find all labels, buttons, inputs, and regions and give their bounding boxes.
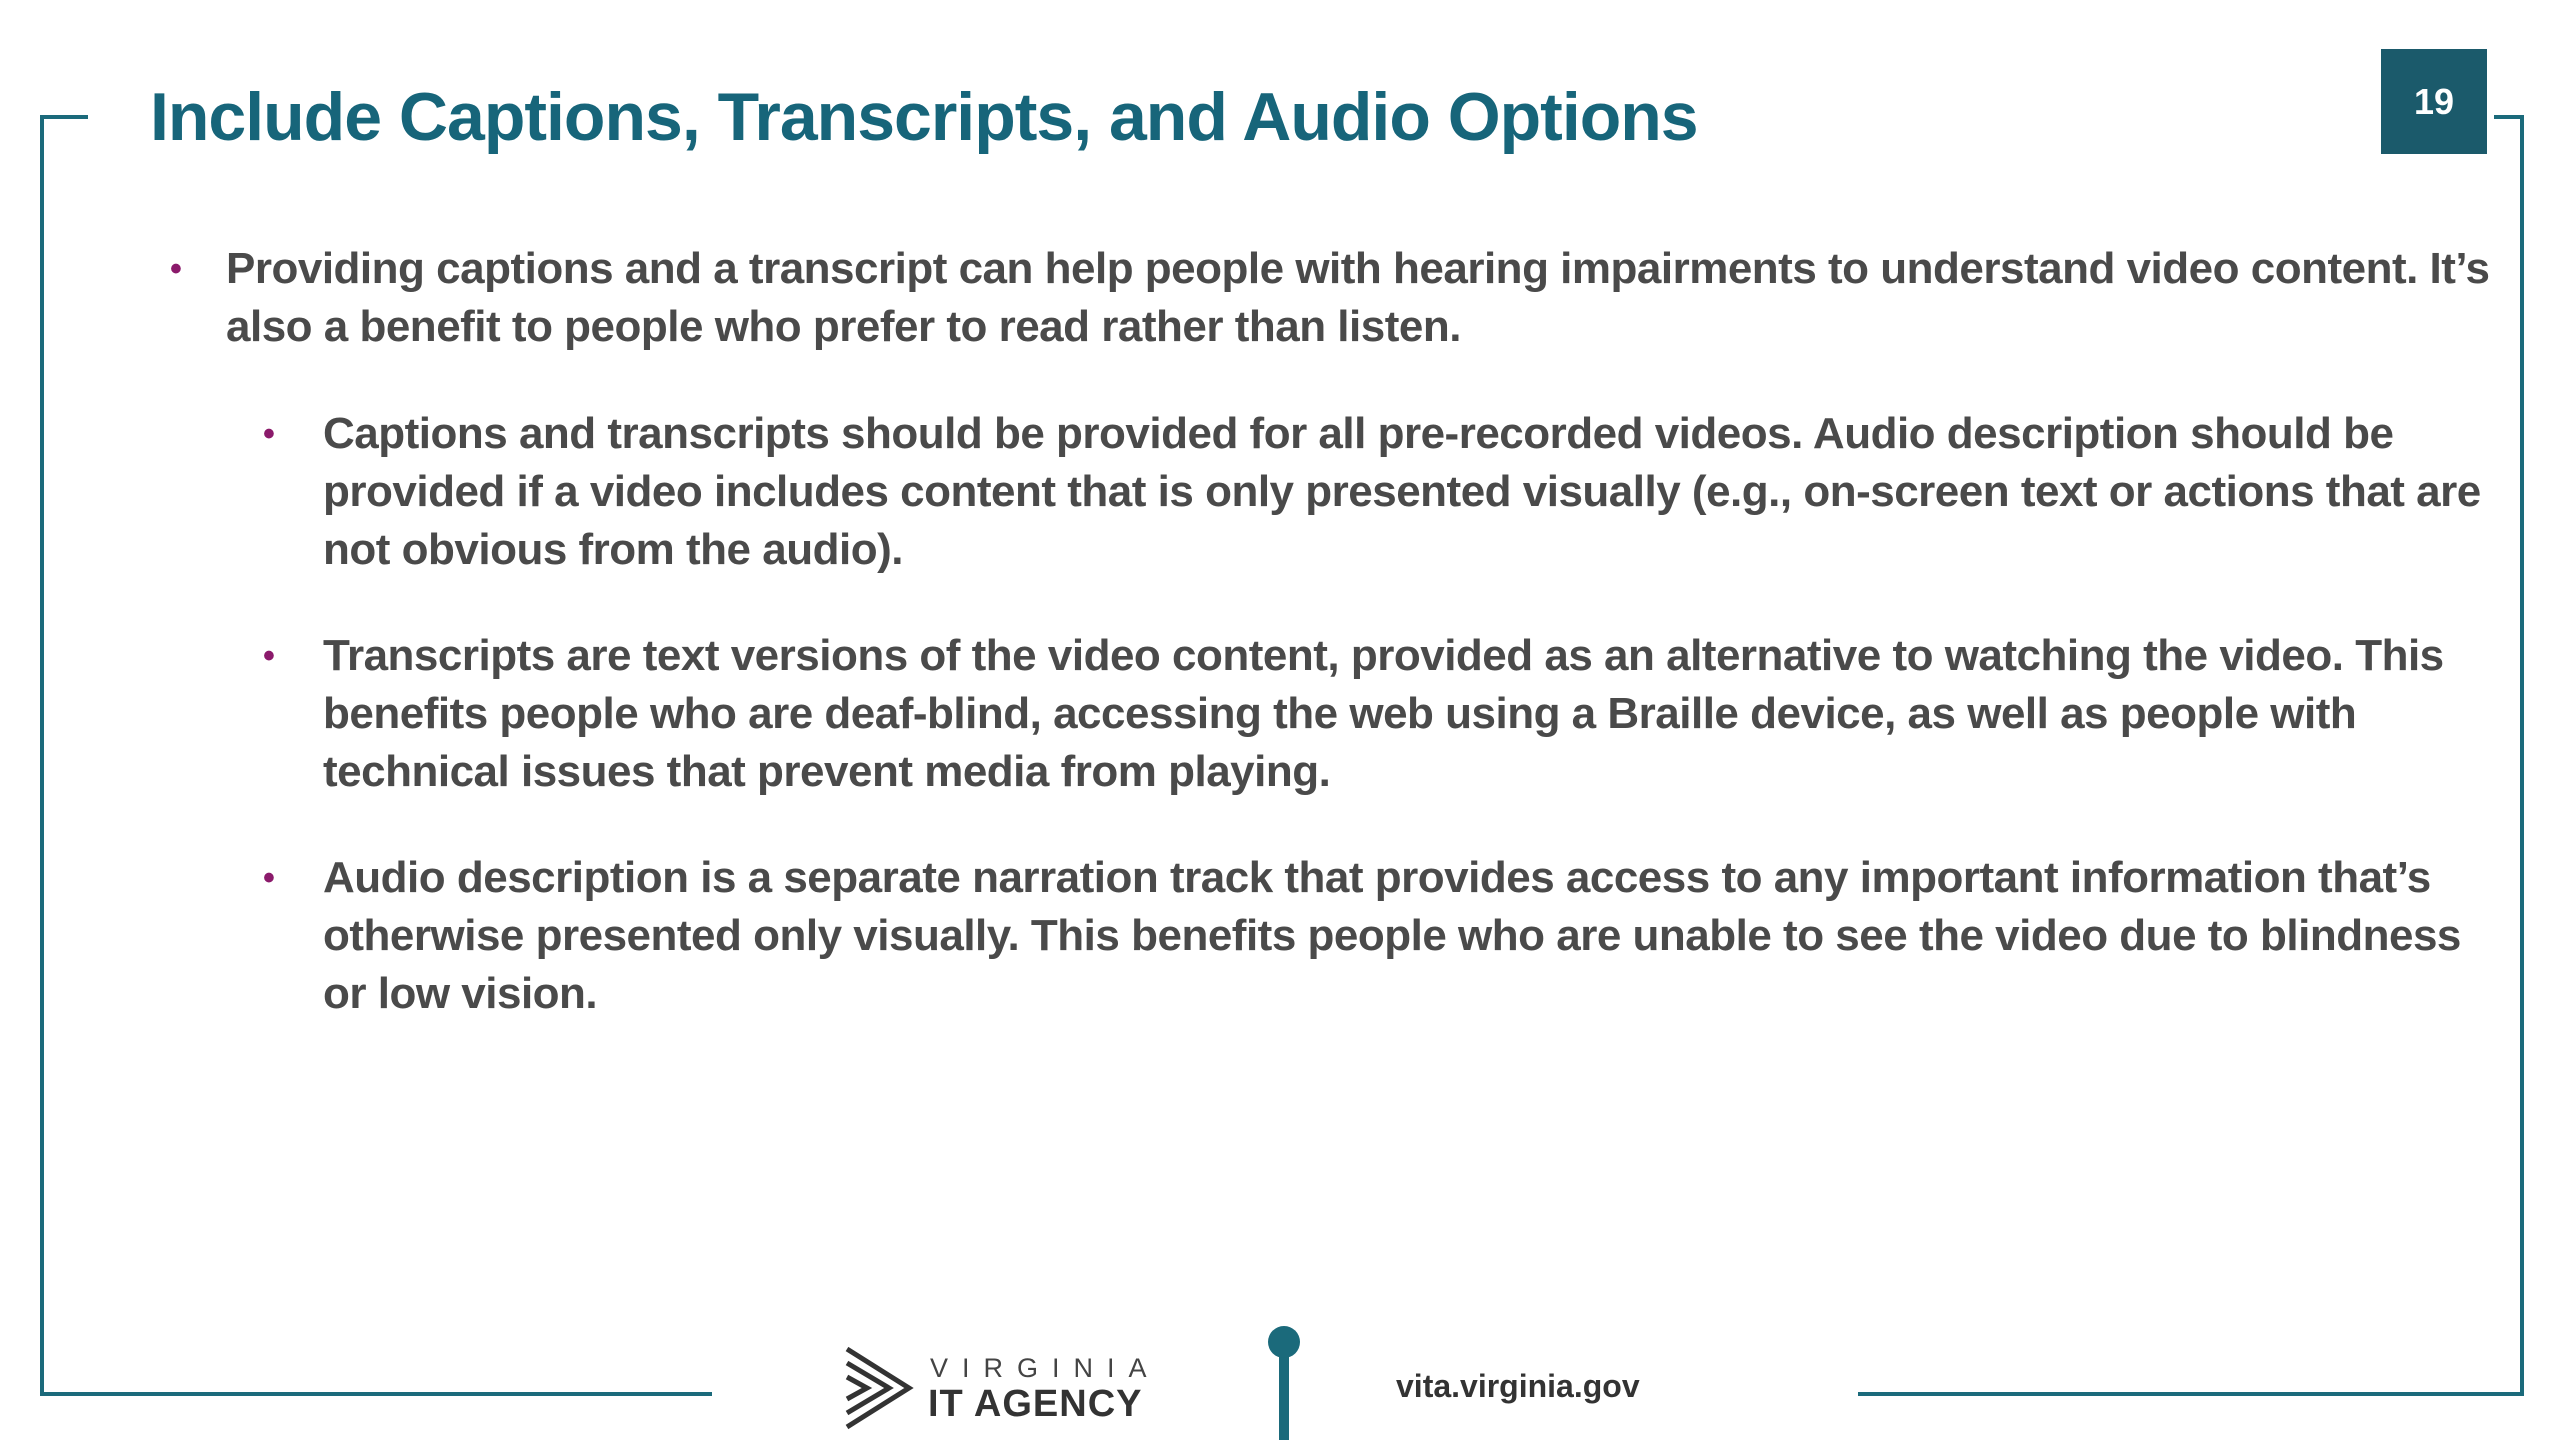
bullet-text: Captions and transcripts should be provided for all pre-recorded videos. Audio description should be provided if a video includes content that is only presented visually (e.g., on-screen text or actions that are not obvious from the audio). bbox=[323, 409, 2481, 574]
bullet-text: Transcripts are text versions of the video content, provided as an alternative to watching the video. This benefits people who are deaf-blind, accessing the web using a Braille device, as well as people with technical issues that prevent media from playing. bbox=[323, 631, 2444, 796]
bullet-dot-icon: • bbox=[263, 415, 275, 453]
bullet-text: Providing captions and a transcript can help people with hearing impairments to understand video content. It’s also a benefit to people who prefer to read rather than listen. bbox=[226, 244, 2490, 351]
bullet-dot-icon: • bbox=[170, 250, 182, 288]
bullet-dot-icon: • bbox=[263, 637, 275, 675]
frame-top-left-segment bbox=[40, 115, 88, 119]
page-number-badge: 19 bbox=[2381, 49, 2487, 154]
sub-bullet-item bbox=[263, 627, 2503, 801]
logo-virginia-text: VIRGINIA bbox=[930, 1353, 1161, 1383]
sub-bullet-item bbox=[263, 405, 2503, 579]
frame-left-edge bbox=[40, 115, 44, 1396]
pin-head-icon bbox=[1268, 1326, 1300, 1358]
sub-bullet-item bbox=[263, 849, 2503, 1023]
bullet-item bbox=[170, 240, 2526, 356]
frame-bottom-left-segment bbox=[40, 1392, 712, 1396]
slide-title: Include Captions, Transcripts, and Audio Options bbox=[150, 79, 1698, 155]
frame-bottom-right-segment bbox=[1858, 1392, 2524, 1396]
logo-agency-text: IT AGENCY bbox=[928, 1383, 1143, 1425]
footer-url: vita.virginia.gov bbox=[1396, 1368, 1640, 1404]
bullet-dot-icon: • bbox=[263, 859, 275, 897]
pin-icon bbox=[1279, 1345, 1289, 1440]
chevron-stripes-logo-icon bbox=[843, 1345, 915, 1431]
bullet-text: Audio description is a separate narration track that provides access to any important information that’s otherwise presented only visually. This benefits people who are unable to see the video due to blindness or low vision. bbox=[323, 853, 2461, 1018]
